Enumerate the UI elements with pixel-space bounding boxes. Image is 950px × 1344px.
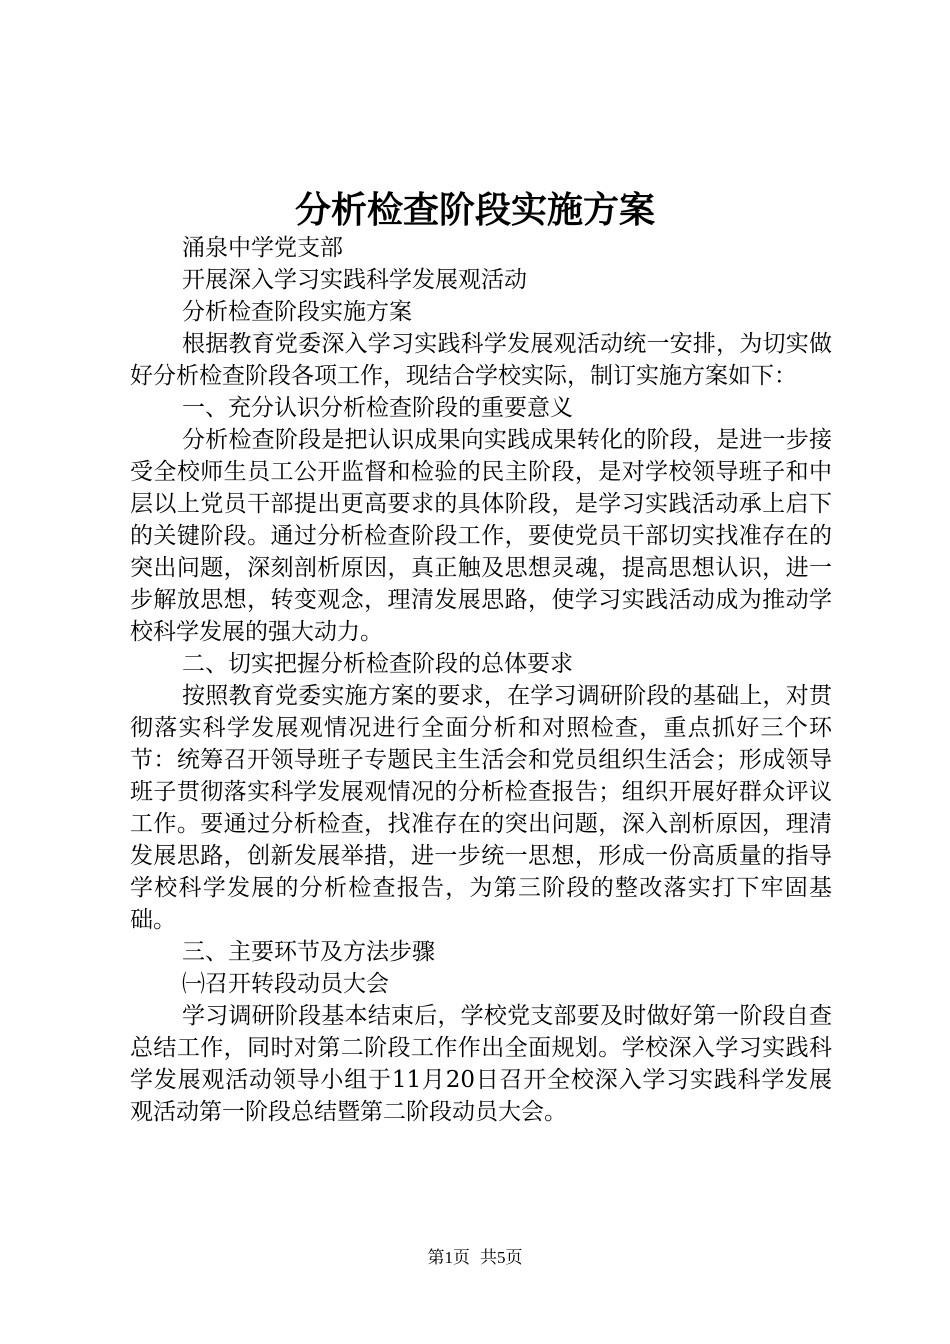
section1-paragraph: 分析检查阶段是把认识成果向实践成果转化的阶段，是进一步接受全校师生员工公开监督和检验的民主阶段，是对学校领导班子和中层以上党员干部提出更高要求的具体阶段，是学习实践活动承上启下的关键阶段。通过分析检查阶段工作，要使党员干部切实找准存在的突出问题，深刻剖析原因，真正触及思想灵魂，提高思想认识，进一步解放思想，转变观念，理清发展思路，使学习实践活动成为推动学校科学发展的强大动力。 (130, 427, 832, 645)
section3-heading: 三、主要环节及方法步骤 (182, 939, 435, 965)
section1-heading: 一、充分认识分析检查阶段的重要意义 (182, 395, 573, 421)
document-title: 分析检查阶段实施方案 (294, 189, 655, 231)
section2-paragraph: 按照教育党委实施方案的要求，在学习调研阶段的基础上，对贯彻落实科学发展观情况进行全面分析和对照检查，重点抓好三个环节：统筹召开领导班子专题民主生活会和党员组织生活会；形成领导班子贯彻落实科学发展观情况的分析检查报告；组织开展好群众评议工作。要通过分析检查，找准存在的突出问题，深入剖析原因，理清发展思路，创新发展举措，进一步统一思想，形成一份高质量的指导学校科学发展的分析检查报告，为第三阶段的整改落实打下牢固基础。 (130, 683, 832, 933)
header-line-activity: 开展深入学习实践科学发展观活动 (182, 267, 527, 293)
header-line-plan: 分析检查阶段实施方案 (182, 299, 412, 325)
document-body (130, 232, 832, 1128)
subsection1-heading: ㈠召开转段动员大会 (182, 971, 389, 997)
page-number: 第1页 (427, 1248, 470, 1267)
page-footer (0, 1246, 950, 1270)
header-line-organization: 涌泉中学党支部 (182, 235, 343, 261)
intro-paragraph: 根据教育党委深入学习实践科学发展观活动统一安排，为切实做好分析检查阶段各项工作，现结合学校实际，制订实施方案如下： (130, 331, 832, 389)
section2-heading: 二、切实把握分析检查阶段的总体要求 (182, 651, 573, 677)
page-total: 共5页 (480, 1248, 523, 1267)
subsection1-paragraph: 学习调研阶段基本结束后，学校党支部要及时做好第一阶段自查总结工作，同时对第二阶段工作作出全面规划。学校深入学习实践科学发展观活动领导小组于11月20日召开全校深入学习实践科学发展观活动第一阶段总结暨第二阶段动员大会。 (130, 1003, 832, 1125)
